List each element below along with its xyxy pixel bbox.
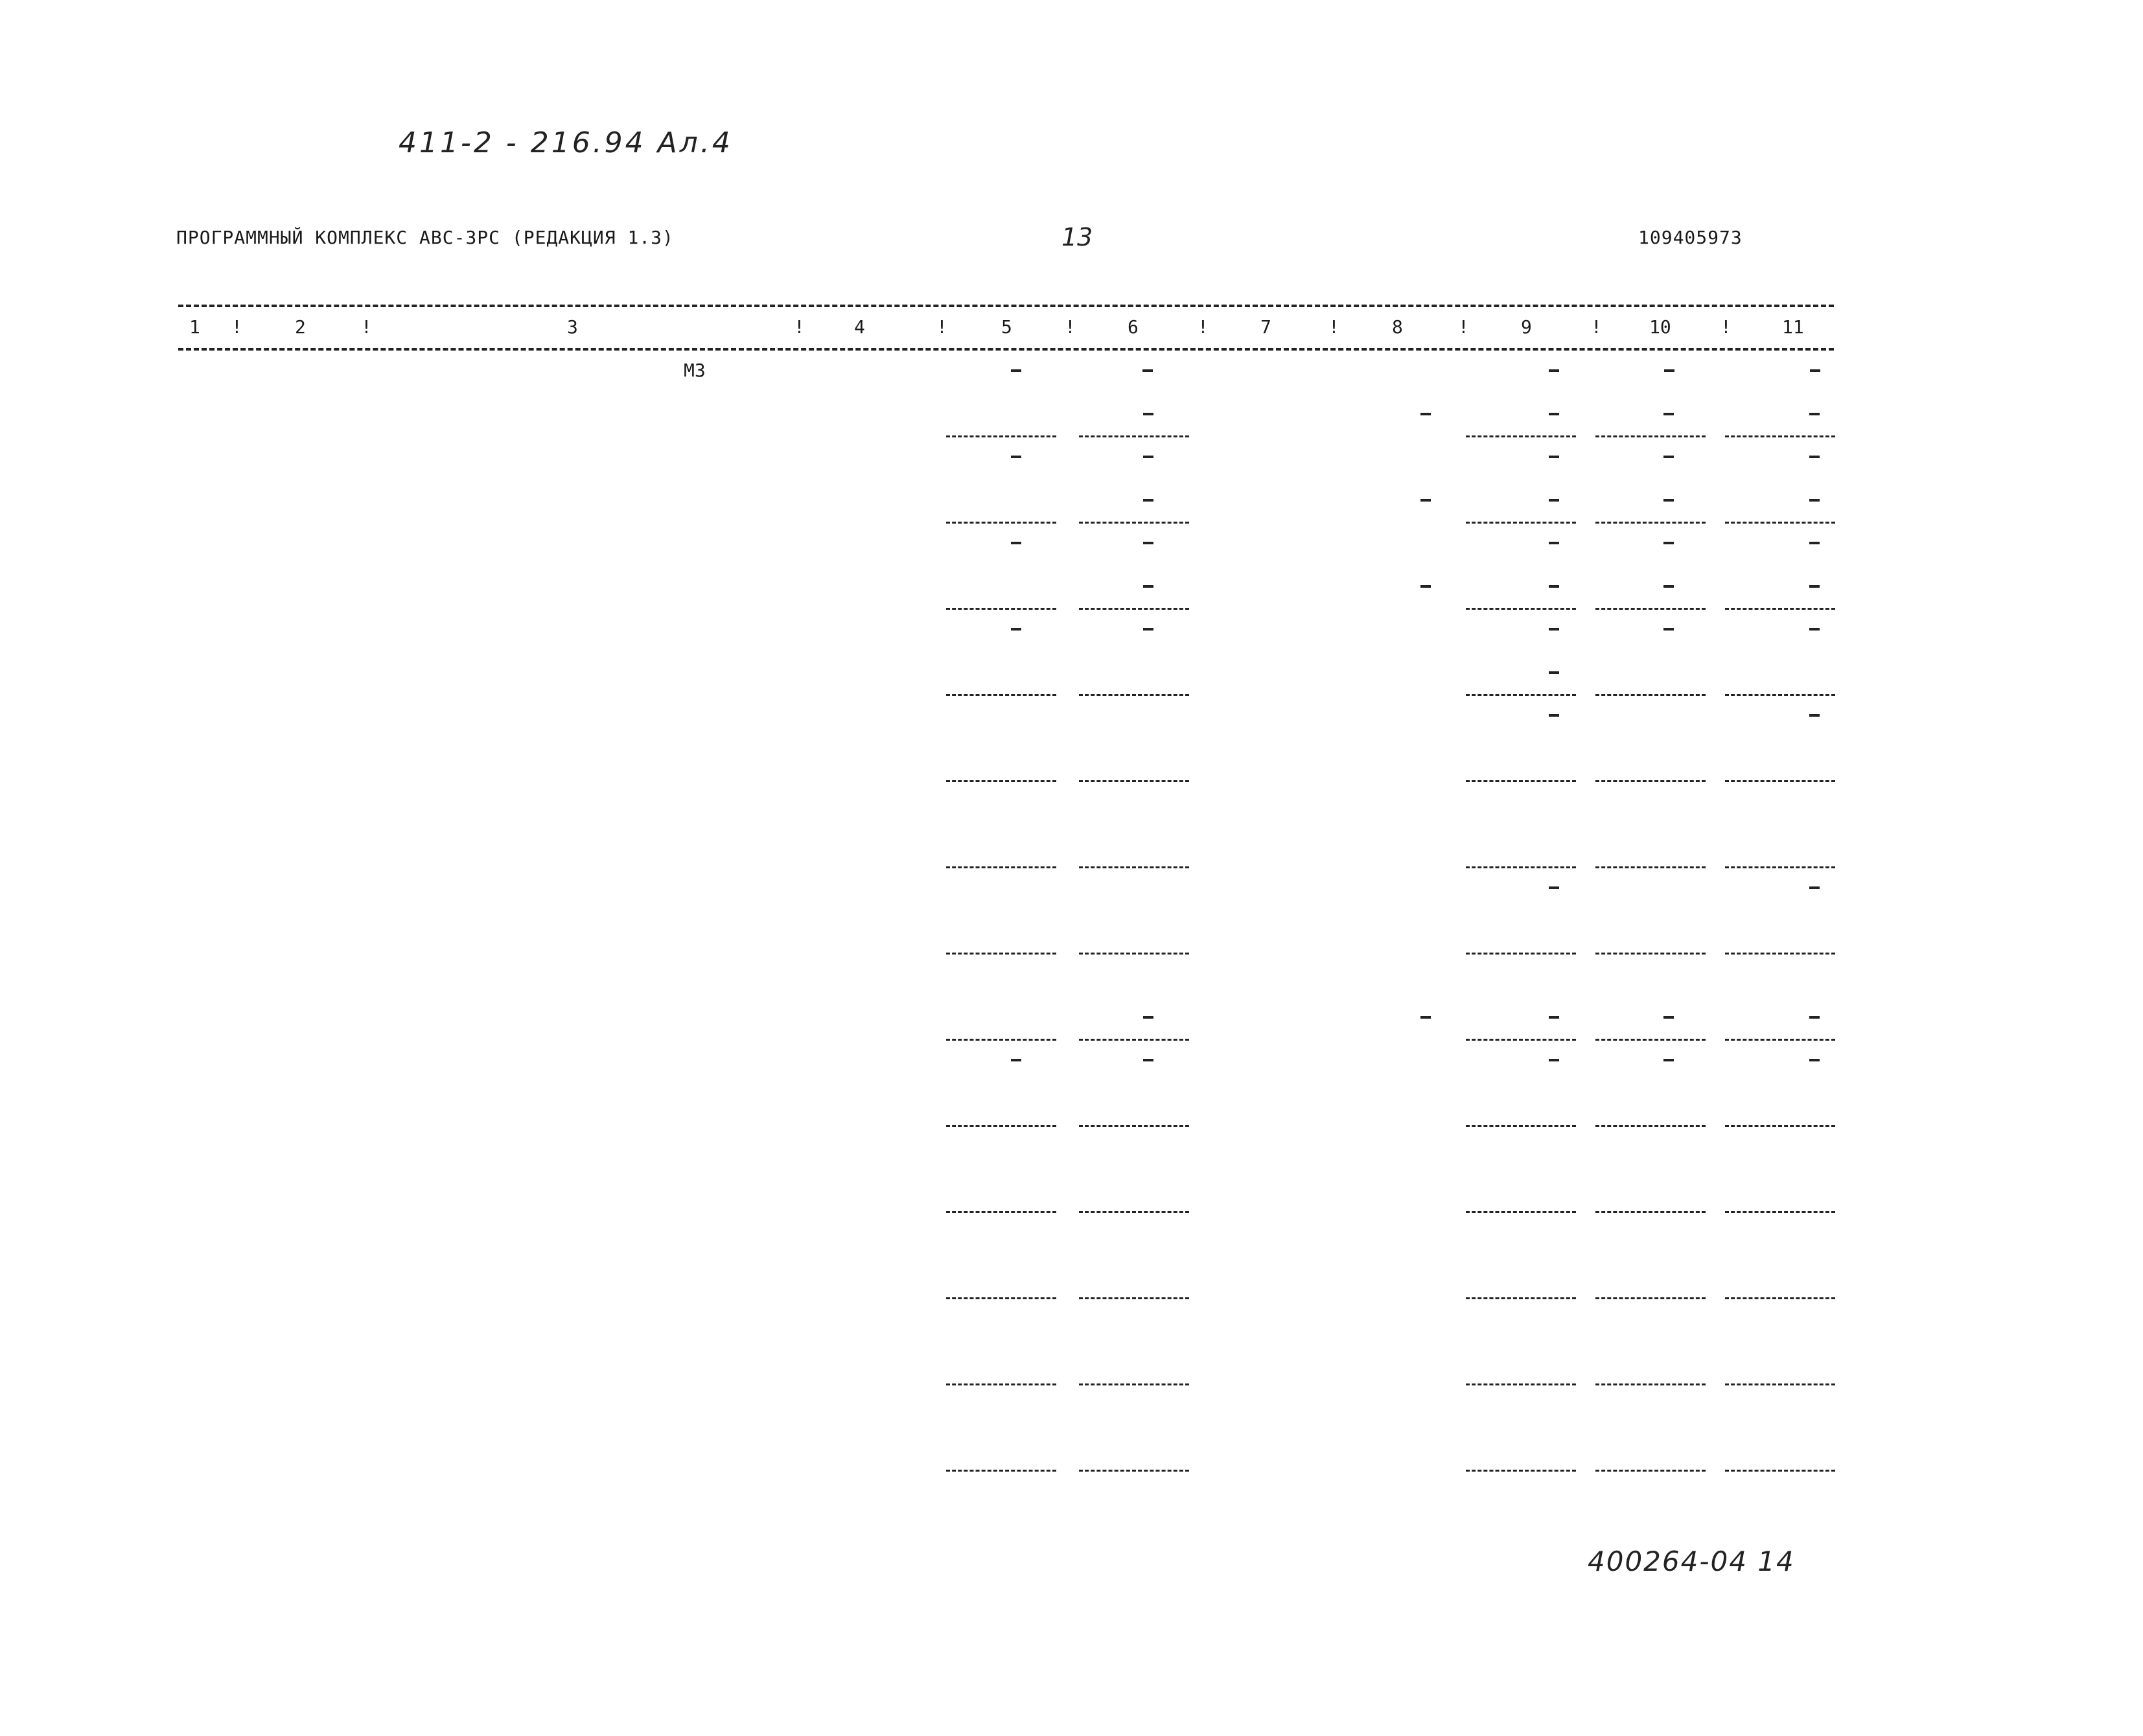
col5-value-lower-dash [1011, 628, 1021, 631]
value-divider [1079, 780, 1189, 782]
value-divider [946, 953, 1056, 955]
col10-value-lower-dash [1663, 542, 1674, 544]
col6-value-dash [1143, 413, 1153, 415]
table-header-rule [178, 348, 1834, 351]
col11-value-lower-dash [1809, 542, 1820, 544]
value-divider [1079, 1125, 1189, 1127]
dash-mark [1664, 369, 1674, 372]
value-divider [1466, 1383, 1576, 1385]
col-header-1: 1 [189, 316, 200, 338]
value-divider [1466, 953, 1576, 955]
table-top-rule [178, 305, 1834, 307]
value-divider [1595, 953, 1706, 955]
value-divider [1079, 1297, 1189, 1299]
col6-value-dash [1143, 499, 1153, 502]
value-divider [1595, 1470, 1706, 1472]
value-divider [1725, 866, 1835, 868]
col11-value-dash [1809, 1016, 1820, 1019]
value-divider [946, 1039, 1056, 1041]
col11-value-dash [1809, 585, 1820, 588]
value-divider [946, 780, 1056, 782]
col9-value-lower-dash [1549, 886, 1559, 889]
col8-value-dash [1420, 1016, 1431, 1019]
col10-value-lower-dash [1663, 1059, 1674, 1061]
col6-value-lower-dash [1143, 1059, 1153, 1061]
value-divider [1725, 1383, 1835, 1385]
col11-value-lower-dash [1809, 456, 1820, 458]
page-number: 13 [1061, 223, 1093, 251]
col9-value-lower-dash [1549, 456, 1559, 458]
col-header-9: 9 [1521, 316, 1532, 338]
value-divider [1079, 953, 1189, 955]
dash-mark [1549, 369, 1559, 372]
value-divider [1725, 953, 1835, 955]
col6-value-lower-dash [1143, 456, 1153, 458]
col6-value-lower-dash [1143, 542, 1153, 544]
carryover-unit: М3 [684, 360, 706, 381]
dash-mark [1011, 369, 1021, 372]
col10-value-lower-dash [1663, 456, 1674, 458]
value-divider [1466, 522, 1576, 524]
col9-value-dash [1549, 413, 1559, 415]
col9-value-lower-dash [1549, 628, 1559, 631]
value-divider [1466, 1211, 1576, 1213]
handwritten-stamp: 400264-04 14 [1588, 1545, 1795, 1577]
value-divider [1725, 1211, 1835, 1213]
value-divider [1466, 780, 1576, 782]
col8-value-dash [1420, 499, 1431, 502]
value-divider [1725, 522, 1835, 524]
value-divider [946, 866, 1056, 868]
col-header-7: 7 [1260, 316, 1271, 338]
document-code: 109405973 [1638, 227, 1743, 248]
value-divider [1725, 1470, 1835, 1472]
col6-value-dash [1143, 1016, 1153, 1019]
col10-value-dash [1663, 413, 1674, 415]
col5-value-lower-dash [1011, 456, 1021, 458]
value-divider [1466, 694, 1576, 696]
col8-value-dash [1420, 413, 1431, 415]
value-divider [1079, 1470, 1189, 1472]
col-header-8: 8 [1392, 316, 1403, 338]
value-divider [1595, 694, 1706, 696]
col11-value-dash [1809, 413, 1820, 415]
col6-value-lower-dash [1143, 628, 1153, 631]
value-divider [1079, 694, 1189, 696]
col5-value-lower-dash [1011, 1059, 1021, 1061]
value-divider [1079, 435, 1189, 437]
col11-value-lower-dash [1809, 886, 1820, 889]
col-separator: ! [1591, 316, 1602, 338]
dash-mark [1142, 369, 1153, 372]
value-divider [946, 1470, 1056, 1472]
value-divider [1595, 608, 1706, 610]
col11-value-lower-dash [1809, 714, 1820, 717]
col-separator: ! [361, 316, 372, 338]
value-divider [946, 1211, 1056, 1213]
col9-value-dash [1549, 499, 1559, 502]
value-divider [946, 435, 1056, 437]
value-divider [1595, 780, 1706, 782]
handwritten-doc-number: 411-2 - 216.94 Ал.4 [399, 126, 733, 159]
value-divider [1079, 866, 1189, 868]
col8-value-dash [1420, 585, 1431, 588]
col9-value-dash [1549, 1016, 1559, 1019]
value-divider [1595, 1297, 1706, 1299]
col11-value-lower-dash [1809, 628, 1820, 631]
col-header-10: 10 [1649, 316, 1671, 338]
value-divider [1595, 435, 1706, 437]
col-separator: ! [936, 316, 947, 338]
value-divider [946, 694, 1056, 696]
value-divider [1466, 866, 1576, 868]
col-header-2: 2 [295, 316, 306, 338]
value-divider [1079, 1383, 1189, 1385]
value-divider [1466, 1125, 1576, 1127]
col-header-3: 3 [567, 316, 578, 338]
col9-value-dash [1549, 671, 1559, 674]
col5-value-lower-dash [1011, 542, 1021, 544]
value-divider [1466, 1470, 1576, 1472]
col9-value-dash [1549, 585, 1559, 588]
col-header-11: 11 [1782, 316, 1804, 338]
value-divider [1725, 780, 1835, 782]
col-header-5: 5 [1001, 316, 1012, 338]
value-divider [1725, 1125, 1835, 1127]
value-divider [1466, 1297, 1576, 1299]
value-divider [1079, 522, 1189, 524]
col9-value-lower-dash [1549, 542, 1559, 544]
col-separator: ! [1720, 316, 1732, 338]
col-header-6: 6 [1128, 316, 1139, 338]
col9-value-lower-dash [1549, 714, 1559, 717]
col10-value-dash [1663, 499, 1674, 502]
col9-value-lower-dash [1549, 1059, 1559, 1061]
col10-value-dash [1663, 585, 1674, 588]
value-divider [946, 522, 1056, 524]
col10-value-dash [1663, 1016, 1674, 1019]
value-divider [946, 1125, 1056, 1127]
col11-value-dash [1809, 499, 1820, 502]
dash-mark [1810, 369, 1820, 372]
col-separator: ! [794, 316, 805, 338]
col-separator: ! [231, 316, 242, 338]
value-divider [1595, 1383, 1706, 1385]
value-divider [1466, 1039, 1576, 1041]
value-divider [1725, 1297, 1835, 1299]
col-separator: ! [1065, 316, 1076, 338]
value-divider [1079, 1039, 1189, 1041]
value-divider [1725, 694, 1835, 696]
col-separator: ! [1198, 316, 1209, 338]
value-divider [1725, 608, 1835, 610]
value-divider [1079, 1211, 1189, 1213]
value-divider [1595, 1039, 1706, 1041]
value-divider [1466, 608, 1576, 610]
col-header-4: 4 [854, 316, 865, 338]
col-separator: ! [1458, 316, 1469, 338]
value-divider [1079, 608, 1189, 610]
value-divider [1725, 1039, 1835, 1041]
value-divider [946, 608, 1056, 610]
value-divider [1595, 866, 1706, 868]
col-separator: ! [1328, 316, 1339, 338]
program-title: ПРОГРАММНЫЙ КОМПЛЕКС АВС-3РС (РЕДАКЦИЯ 1.3) [176, 227, 674, 248]
col11-value-lower-dash [1809, 1059, 1820, 1061]
value-divider [1595, 522, 1706, 524]
value-divider [1466, 435, 1576, 437]
value-divider [1595, 1211, 1706, 1213]
value-divider [946, 1297, 1056, 1299]
value-divider [946, 1383, 1056, 1385]
value-divider [1595, 1125, 1706, 1127]
value-divider [1725, 435, 1835, 437]
col6-value-dash [1143, 585, 1153, 588]
col10-value-lower-dash [1663, 628, 1674, 631]
